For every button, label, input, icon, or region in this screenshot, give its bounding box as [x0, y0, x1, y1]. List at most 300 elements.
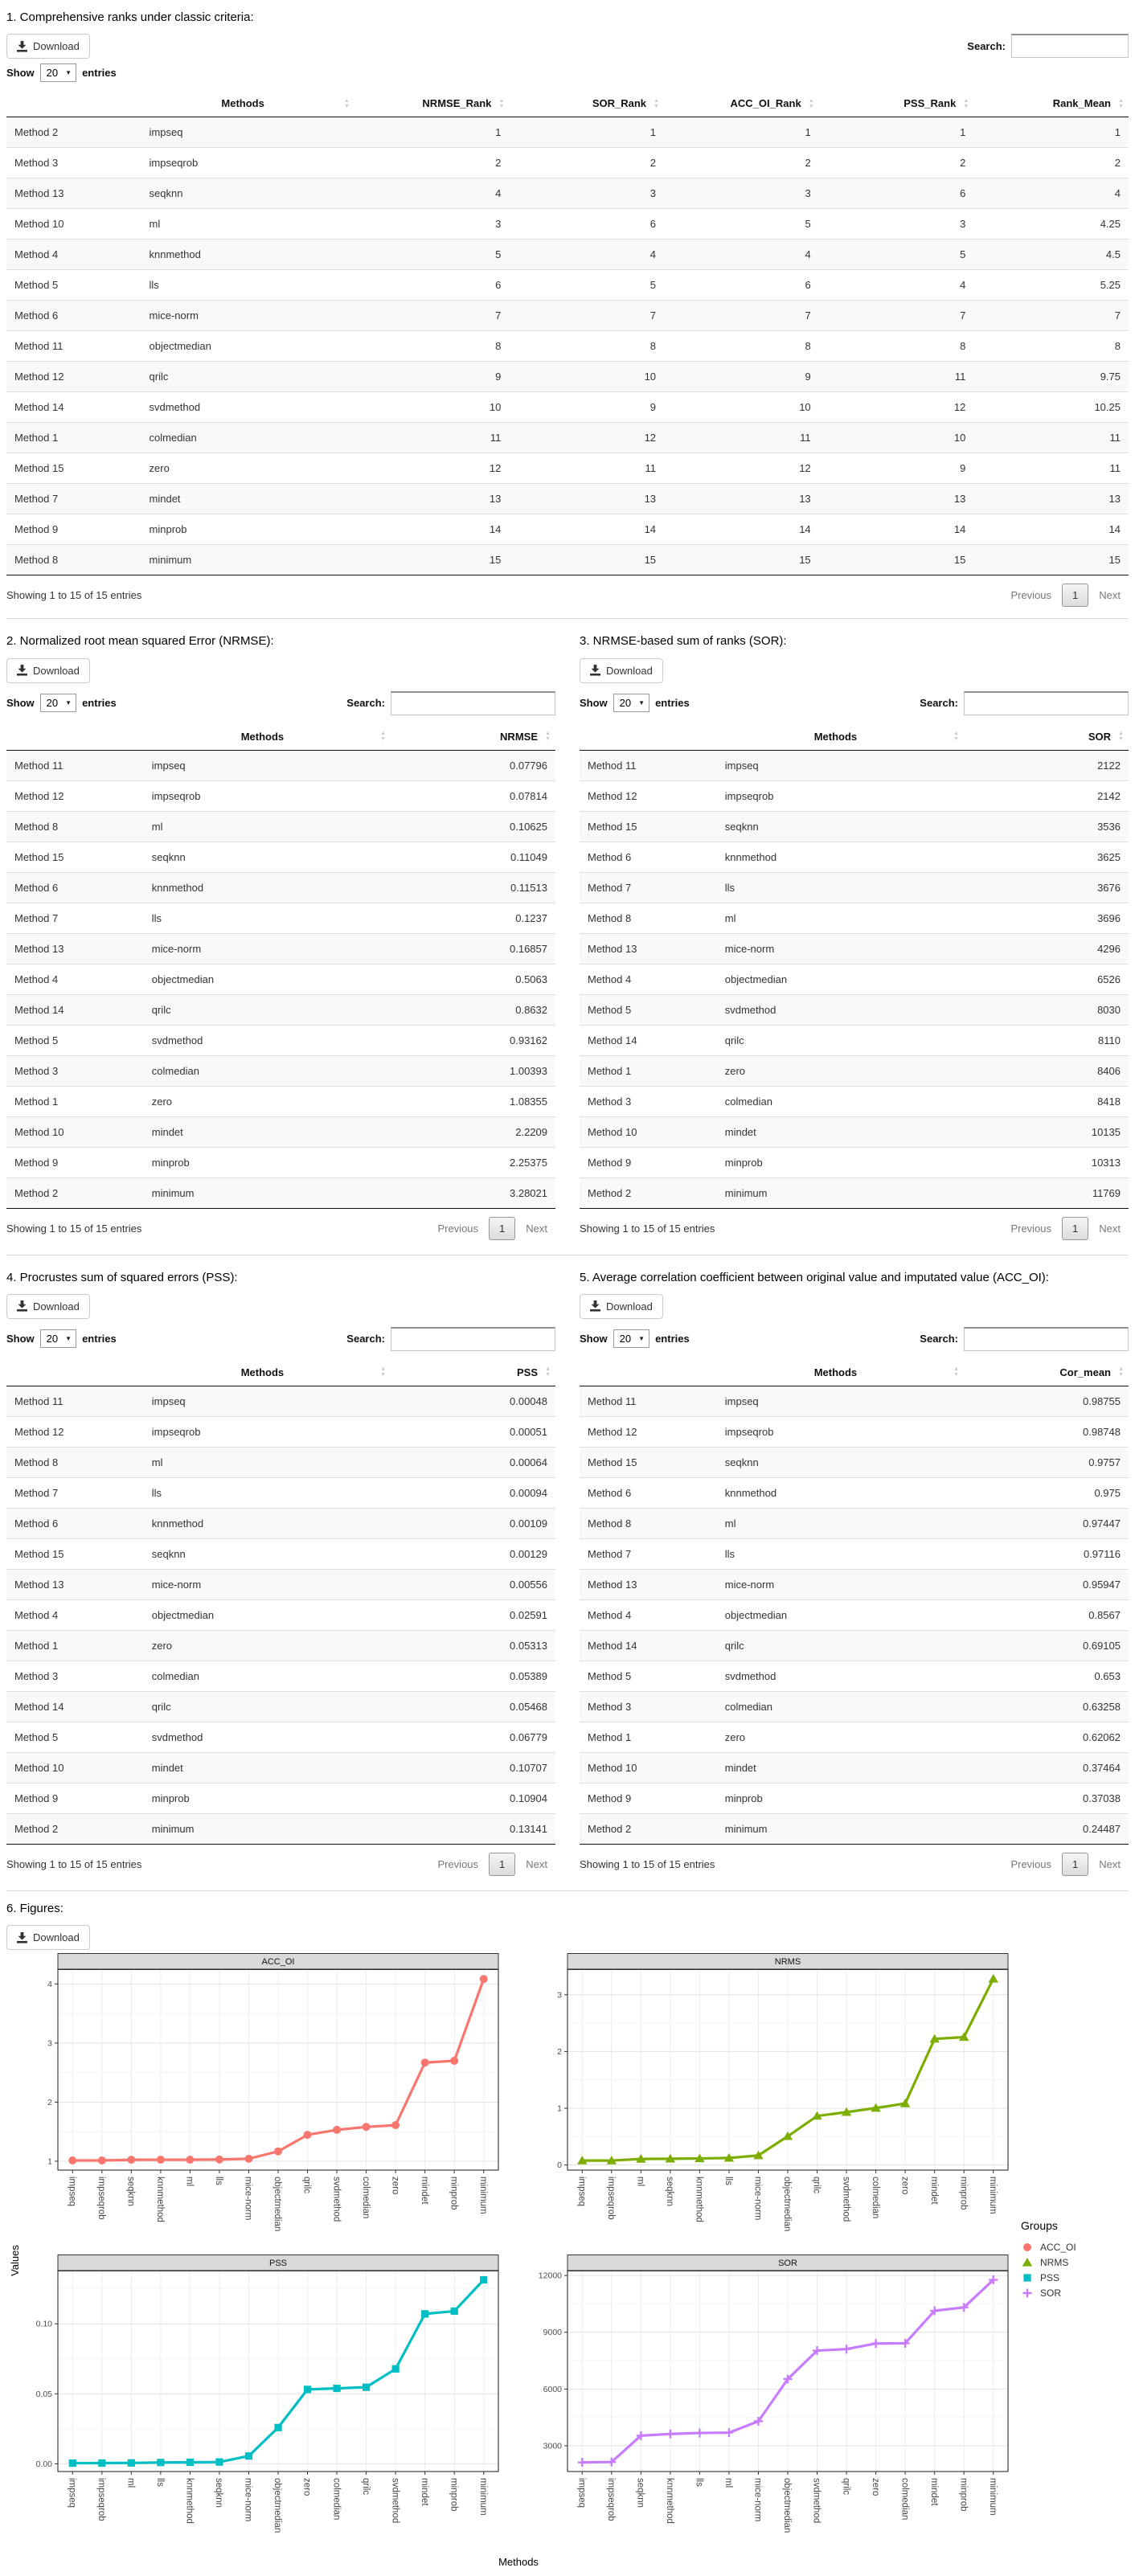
svg-text:mice-norm: mice-norm — [752, 2177, 763, 2221]
value-cell: 1 — [649, 126, 657, 139]
table-row[interactable] — [6, 1416, 555, 1447]
svg-text:lls: lls — [155, 2478, 166, 2487]
value-cell: 0.06779 — [391, 1722, 555, 1752]
value-cell: 14 — [664, 514, 819, 545]
column-header-acc_oi_rank[interactable]: ACC_OI_Rank ▲ ▼ — [664, 90, 819, 117]
legend-triangle-icon — [1021, 2256, 1034, 2269]
sort-icon: ▲ ▼ — [953, 1366, 960, 1378]
row-label-cell: Method 11 — [588, 1394, 637, 1407]
table-row[interactable] — [6, 209, 1129, 240]
method-name-cell: mice-norm — [717, 933, 964, 964]
table-row[interactable] — [6, 872, 555, 903]
value-cell: 4 — [819, 270, 974, 301]
table-row[interactable] — [580, 1661, 1129, 1691]
row-label-cell: Method 2 — [580, 1813, 717, 1844]
value-cell: 9 — [354, 362, 510, 392]
value-cell: 8 — [664, 331, 819, 362]
table-row[interactable] — [6, 1386, 555, 1416]
download-button[interactable]: Download — [580, 658, 663, 683]
row-label-cell: Method 3 — [6, 1661, 144, 1691]
row-label-cell: Method 1 — [580, 1722, 717, 1752]
chevron-down-icon: ▼ — [65, 1335, 72, 1343]
table-row[interactable] — [580, 1086, 1129, 1116]
value-cell: 6 — [354, 270, 510, 301]
method-name-cell: ml — [144, 811, 391, 842]
download-button[interactable]: Download — [6, 658, 90, 683]
table-row[interactable] — [580, 1416, 1129, 1447]
column-header-sor_rank[interactable]: SOR_Rank ▲ ▼ — [509, 90, 664, 117]
table-row[interactable] — [6, 1025, 555, 1055]
value-cell: 2 — [819, 148, 974, 178]
row-label-cell: Method 8 — [580, 903, 717, 933]
value-cell: 0.00051 — [391, 1416, 555, 1447]
column-header-sor[interactable]: SOR ▲ ▼ — [964, 723, 1129, 751]
table-row[interactable] — [6, 1630, 555, 1661]
table-row[interactable] — [580, 1508, 1129, 1538]
svg-text:zero: zero — [390, 2177, 400, 2195]
value-cell: 0.00048 — [510, 1394, 547, 1407]
svg-text:seqknn: seqknn — [635, 2478, 645, 2508]
row-label-cell: Method 7 — [580, 1538, 717, 1569]
value-cell: 8 — [819, 331, 974, 362]
svg-text:objectmedian: objectmedian — [782, 2478, 793, 2533]
column-header-methods[interactable]: Methods ▲ ▼ — [717, 723, 964, 751]
search-input[interactable] — [1011, 34, 1129, 58]
next-button[interactable]: Next — [526, 1222, 547, 1235]
table-row[interactable] — [580, 750, 1129, 780]
value-cell: 12 — [664, 453, 819, 484]
table-row[interactable] — [580, 1691, 1129, 1722]
table-row[interactable] — [6, 1691, 555, 1722]
table-row[interactable] — [6, 1783, 555, 1813]
svg-text:ml: ml — [184, 2177, 195, 2187]
svg-text:minprob: minprob — [449, 2177, 459, 2210]
value-cell: 3 — [354, 209, 510, 240]
sor-table — [580, 723, 1129, 1209]
row-label-cell: Method 10 — [6, 1752, 144, 1783]
svg-text:lls: lls — [723, 2177, 734, 2185]
value-cell: 0.02591 — [391, 1599, 555, 1630]
column-header-methods[interactable]: Methods ▲ ▼ — [141, 90, 354, 117]
table-row[interactable] — [6, 1538, 555, 1569]
search-input[interactable] — [964, 691, 1129, 715]
sort-icon: ▲ ▼ — [380, 1366, 387, 1378]
row-label-cell: Method 4 — [580, 964, 717, 994]
search-control: Search: — [920, 1327, 1129, 1351]
table-row[interactable] — [6, 1599, 555, 1630]
value-cell: 2122 — [1097, 759, 1121, 772]
svg-text:impseq: impseq — [576, 2478, 587, 2508]
column-header-pss[interactable]: PSS ▲ ▼ — [391, 1359, 555, 1386]
page-length-select[interactable]: 20 ▼ — [40, 63, 76, 82]
table-row[interactable] — [580, 903, 1129, 933]
row-label-cell: Method 13 — [580, 1569, 717, 1599]
row-label-cell: Method 1 — [6, 1086, 144, 1116]
chart-acc-oi — [23, 1953, 505, 2248]
value-cell: 3676 — [964, 872, 1129, 903]
method-name-cell: minimum — [141, 545, 354, 575]
table-row[interactable] — [580, 1630, 1129, 1661]
svg-text:1: 1 — [557, 2103, 562, 2114]
table-row[interactable] — [580, 1386, 1129, 1416]
value-cell: 7 — [664, 301, 819, 331]
row-label-cell: Method 8 — [6, 545, 141, 575]
sort-icon: ▲ ▼ — [380, 731, 387, 742]
svg-text:0.10: 0.10 — [35, 2319, 52, 2329]
svg-text:impseqrob: impseqrob — [606, 2478, 616, 2521]
table-row[interactable] — [580, 1722, 1129, 1752]
previous-button[interactable]: Previous — [1010, 1222, 1052, 1235]
svg-text:3000: 3000 — [543, 2441, 562, 2451]
value-cell: 10 — [509, 362, 664, 392]
table-row[interactable] — [6, 903, 555, 933]
next-button[interactable]: Next — [1099, 1857, 1121, 1870]
value-cell: 14 — [509, 514, 664, 545]
svg-text:6000: 6000 — [543, 2384, 562, 2394]
search-control: Search: — [346, 1327, 555, 1351]
value-cell: 8 — [509, 331, 664, 362]
value-cell: 1 — [495, 126, 502, 139]
method-name-cell: zero — [144, 1630, 391, 1661]
page-length-select[interactable]: 20 ▼ — [40, 1329, 76, 1348]
table-row[interactable] — [580, 1752, 1129, 1783]
table-row[interactable] — [580, 964, 1129, 994]
table-row[interactable] — [6, 514, 1129, 545]
value-cell: 0.10707 — [391, 1752, 555, 1783]
value-cell: 0.37038 — [964, 1783, 1129, 1813]
svg-text:lls: lls — [694, 2478, 704, 2487]
column-header-rank_mean[interactable]: Rank_Mean ▲ ▼ — [973, 90, 1129, 117]
column-header-rownames[interactable] — [580, 723, 717, 751]
download-button[interactable]: Download — [6, 1925, 90, 1950]
value-cell: 15 — [354, 545, 510, 575]
table-row[interactable] — [6, 392, 1129, 423]
table-row[interactable] — [6, 811, 555, 842]
column-header-rownames[interactable] — [580, 1359, 717, 1386]
method-name-cell: zero — [141, 453, 354, 484]
svg-text:1: 1 — [47, 2156, 52, 2167]
row-label-cell: Method 11 — [6, 331, 141, 362]
table-row[interactable] — [6, 117, 1129, 148]
svg-text:svdmethod: svdmethod — [390, 2478, 400, 2524]
method-name-cell: seqknn — [141, 178, 354, 209]
legend-square-icon — [1021, 2271, 1034, 2284]
table-row[interactable] — [6, 1752, 555, 1783]
row-label-cell: Method 6 — [6, 872, 144, 903]
table-row[interactable] — [6, 178, 1129, 209]
download-icon — [17, 1932, 27, 1943]
table-row[interactable] — [580, 872, 1129, 903]
table-row[interactable] — [6, 1813, 555, 1844]
value-cell: 11 — [354, 423, 510, 453]
table-row[interactable] — [6, 240, 1129, 270]
section-title: 4. Procrustes sum of squared errors (PSS): — [6, 1270, 238, 1284]
chart-panel-pss — [23, 2255, 505, 2545]
row-label-cell: Method 14 — [6, 994, 144, 1025]
value-cell: 8 — [973, 331, 1129, 362]
svg-text:mice-norm: mice-norm — [243, 2177, 253, 2221]
row-label-cell: Method 2 — [580, 1177, 717, 1208]
value-cell: 11769 — [964, 1177, 1129, 1208]
table-row[interactable] — [580, 1599, 1129, 1630]
chart-sor — [532, 2255, 1014, 2549]
value-cell: 15 — [664, 545, 819, 575]
svg-text:colmedian: colmedian — [360, 2177, 371, 2219]
value-cell: 0.8632 — [391, 994, 555, 1025]
value-cell: 11 — [973, 453, 1129, 484]
table-row[interactable] — [6, 964, 555, 994]
table-row[interactable] — [6, 1116, 555, 1147]
method-name-cell: zero — [717, 1055, 964, 1086]
table-row[interactable] — [6, 148, 1129, 178]
pagination — [1002, 1217, 1129, 1240]
table-row[interactable] — [580, 811, 1129, 842]
sort-icon: ▲ ▼ — [654, 97, 660, 109]
next-button[interactable]: Next — [526, 1857, 547, 1870]
page-length-control: Show 20 ▼ entries — [6, 1329, 117, 1348]
method-name-cell: objectmedian — [717, 964, 964, 994]
table-row[interactable] — [580, 1569, 1129, 1599]
column-header-pss_rank[interactable]: PSS_Rank ▲ ▼ — [819, 90, 974, 117]
method-name-cell: impseq — [724, 759, 759, 772]
table-row[interactable] — [580, 1116, 1129, 1147]
table-row[interactable] — [6, 331, 1129, 362]
section-title: 1. Comprehensive ranks under classic criteria: — [6, 10, 254, 24]
value-cell: 0.98748 — [964, 1416, 1129, 1447]
column-header-nrmse[interactable]: NRMSE ▲ ▼ — [391, 723, 555, 751]
next-button[interactable]: Next — [1099, 1222, 1121, 1235]
row-label-cell: Method 7 — [6, 903, 144, 933]
table-row[interactable] — [580, 1783, 1129, 1813]
table-row[interactable] — [580, 1477, 1129, 1508]
table-row[interactable] — [6, 842, 555, 872]
table-row[interactable] — [580, 1538, 1129, 1569]
table-row[interactable] — [580, 1177, 1129, 1208]
download-button[interactable]: Download — [6, 1294, 90, 1319]
value-cell: 1 — [805, 126, 811, 139]
row-label-cell: Method 8 — [580, 1508, 717, 1538]
table-row[interactable] — [6, 1661, 555, 1691]
table-row[interactable] — [6, 423, 1129, 453]
value-cell: 0.00109 — [391, 1508, 555, 1538]
previous-button[interactable]: Previous — [437, 1222, 479, 1235]
svg-text:mindet: mindet — [419, 2478, 429, 2506]
search-input[interactable] — [391, 1327, 555, 1351]
value-cell: 9 — [664, 362, 819, 392]
table-row[interactable] — [6, 1569, 555, 1599]
table-row[interactable] — [6, 1177, 555, 1208]
search-input[interactable] — [391, 691, 555, 715]
value-cell: 0.10904 — [391, 1783, 555, 1813]
legend-title: Groups — [1021, 2219, 1058, 2232]
table-row[interactable] — [580, 1055, 1129, 1086]
method-name-cell: impseqrob — [717, 780, 964, 811]
page-length-select[interactable]: 20 ▼ — [40, 694, 76, 712]
previous-button[interactable]: Previous — [1010, 1857, 1052, 1870]
method-name-cell: impseq — [149, 126, 183, 139]
chart-panel-sor — [532, 2255, 1014, 2545]
page-length-select[interactable]: 20 ▼ — [613, 1329, 649, 1348]
row-label-cell: Method 7 — [6, 1477, 144, 1508]
method-name-cell: mindet — [144, 1116, 391, 1147]
row-label-cell: Method 4 — [580, 1599, 717, 1630]
pagination — [1002, 1853, 1129, 1876]
table-row[interactable] — [6, 933, 555, 964]
table-row[interactable] — [580, 1147, 1129, 1177]
table-row[interactable] — [6, 1086, 555, 1116]
chart-pss — [23, 2255, 505, 2549]
value-cell: 4 — [973, 178, 1129, 209]
page-number-button[interactable]: 1 — [489, 1217, 515, 1240]
column-header-cor_mean[interactable]: Cor_mean ▲ ▼ — [964, 1359, 1129, 1386]
value-cell: 9 — [509, 392, 664, 423]
value-cell: 0.11513 — [391, 872, 555, 903]
svg-text:colmedian: colmedian — [331, 2478, 342, 2521]
svg-text:12000: 12000 — [538, 2271, 562, 2281]
chart-panel-acc_oi — [23, 1953, 505, 2244]
method-name-cell: ml — [144, 1447, 391, 1477]
page-number-button[interactable]: 1 — [489, 1853, 515, 1876]
svg-text:lls: lls — [214, 2177, 224, 2185]
sort-icon: ▲ ▼ — [343, 97, 350, 109]
method-name-cell: qrilc — [144, 994, 391, 1025]
method-name-cell: knnmethod — [144, 872, 391, 903]
cor-mean-table — [580, 1359, 1129, 1845]
value-cell: 0.37464 — [964, 1752, 1129, 1783]
table-row[interactable] — [6, 1722, 555, 1752]
table-header — [580, 1359, 1129, 1386]
value-cell: 0.00556 — [391, 1569, 555, 1599]
svg-text:objectmedian: objectmedian — [782, 2177, 793, 2232]
method-name-cell: objectmedian — [144, 1599, 391, 1630]
table-row[interactable] — [580, 1813, 1129, 1844]
download-button[interactable]: Download — [6, 34, 90, 59]
row-label-cell: Method 9 — [6, 1783, 144, 1813]
previous-button[interactable]: Previous — [437, 1857, 479, 1870]
page-number-button[interactable]: 1 — [1062, 1217, 1088, 1240]
svg-text:svdmethod: svdmethod — [811, 2478, 822, 2524]
legend-item-acc_oi: ACC_OI — [1021, 2241, 1114, 2254]
column-header-rownames[interactable] — [6, 1359, 144, 1386]
column-header-rownames[interactable] — [6, 723, 144, 751]
page-number-button[interactable]: 1 — [1062, 584, 1088, 607]
table-row[interactable] — [6, 1147, 555, 1177]
column-header-methods[interactable]: Methods ▲ ▼ — [717, 1359, 964, 1386]
svg-text:colmedian: colmedian — [899, 2478, 910, 2521]
method-name-cell: svdmethod — [144, 1025, 391, 1055]
section-title: 2. Normalized root mean squared Error (NRMSE): — [6, 634, 274, 649]
download-icon — [17, 41, 27, 52]
next-button[interactable]: Next — [1099, 589, 1121, 602]
column-header-methods[interactable]: Methods ▲ ▼ — [144, 1359, 391, 1386]
table-row[interactable] — [6, 545, 1129, 575]
method-name-cell: impseq — [151, 759, 186, 772]
svg-text:9000: 9000 — [543, 2328, 562, 2338]
table-row[interactable] — [580, 1025, 1129, 1055]
table-row[interactable] — [6, 1508, 555, 1538]
column-header-methods[interactable]: Methods ▲ ▼ — [144, 723, 391, 751]
table-row[interactable] — [580, 780, 1129, 811]
value-cell: 0.00094 — [391, 1477, 555, 1508]
value-cell: 0.11049 — [391, 842, 555, 872]
table-row[interactable] — [580, 842, 1129, 872]
table-row[interactable] — [6, 780, 555, 811]
table-row[interactable] — [6, 1055, 555, 1086]
table-row[interactable] — [6, 750, 555, 780]
row-label-cell: Method 12 — [580, 1416, 717, 1447]
table-row[interactable] — [580, 1447, 1129, 1477]
value-cell: 1.00393 — [391, 1055, 555, 1086]
sort-icon: ▲ ▼ — [953, 731, 960, 742]
row-label-cell: Method 15 — [6, 1538, 144, 1569]
value-cell: 0.9757 — [964, 1447, 1129, 1477]
svg-text:mindet: mindet — [928, 2478, 939, 2506]
method-name-cell: lls — [717, 1538, 964, 1569]
method-name-cell: colmedian — [141, 423, 354, 453]
value-cell: 11 — [664, 423, 819, 453]
method-name-cell: svdmethod — [141, 392, 354, 423]
row-label-cell: Method 14 — [6, 392, 141, 423]
search-control: Search: — [346, 691, 555, 715]
column-header-rownames[interactable] — [6, 90, 141, 117]
table-row[interactable] — [6, 994, 555, 1025]
svg-text:seqknn: seqknn — [665, 2177, 675, 2207]
svg-text:qrilc: qrilc — [301, 2177, 312, 2194]
method-name-cell: minimum — [144, 1177, 391, 1208]
value-cell: 0.24487 — [964, 1813, 1129, 1844]
pagination — [1002, 584, 1129, 607]
method-name-cell: zero — [144, 1086, 391, 1116]
legend-item-pss: PSS — [1021, 2271, 1114, 2284]
table-row[interactable] — [6, 301, 1129, 331]
svg-text:ml: ml — [723, 2478, 734, 2488]
table-row[interactable] — [6, 270, 1129, 301]
search-control: Search: — [920, 691, 1129, 715]
method-name-cell: ml — [717, 1508, 964, 1538]
svg-text:impseq: impseq — [67, 2177, 77, 2207]
row-label-cell: Method 7 — [6, 484, 141, 514]
table-row[interactable] — [580, 933, 1129, 964]
page-length-select[interactable]: 20 ▼ — [613, 694, 649, 712]
value-cell: 2.25375 — [391, 1147, 555, 1177]
table-row[interactable] — [6, 453, 1129, 484]
table-row[interactable] — [6, 484, 1129, 514]
pss-table — [6, 1359, 555, 1845]
table-row[interactable] — [6, 362, 1129, 392]
value-cell: 10 — [354, 392, 510, 423]
svg-text:SOR: SOR — [778, 2259, 797, 2269]
row-label-cell: Method 1 — [6, 423, 141, 453]
table-row[interactable] — [580, 994, 1129, 1025]
value-cell: 12 — [509, 423, 664, 453]
svg-text:minimum: minimum — [987, 2478, 998, 2516]
table-row[interactable] — [6, 1477, 555, 1508]
column-header-nrmse_rank[interactable]: NRMSE_Rank ▲ ▼ — [354, 90, 510, 117]
download-button[interactable]: Download — [580, 1294, 663, 1319]
method-name-cell: seqknn — [717, 811, 964, 842]
previous-button[interactable]: Previous — [1010, 589, 1052, 602]
method-name-cell: lls — [144, 1477, 391, 1508]
search-input[interactable] — [964, 1327, 1129, 1351]
row-label-cell: Method 4 — [6, 1599, 144, 1630]
method-name-cell: ml — [141, 209, 354, 240]
row-label-cell: Method 2 — [6, 1813, 144, 1844]
svg-text:mindet: mindet — [928, 2177, 939, 2205]
row-label-cell: Method 11 — [14, 759, 64, 772]
page-number-button[interactable]: 1 — [1062, 1853, 1088, 1876]
download-icon — [17, 665, 27, 676]
table-row[interactable] — [6, 1447, 555, 1477]
